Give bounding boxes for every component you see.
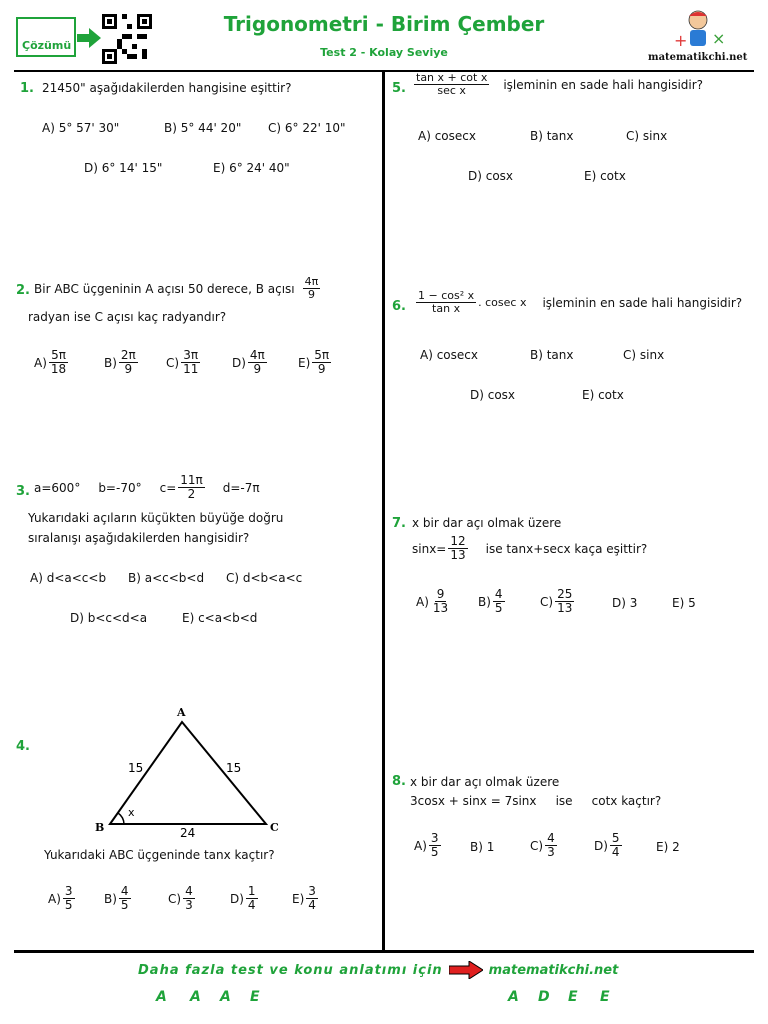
q2-stem-line1 xyxy=(34,276,322,301)
q7-sin-label: sinx= xyxy=(412,541,447,556)
q7-option-a[interactable]: A) $\frac{9}{13}$ xyxy=(416,587,449,616)
q5-stem-text: işleminin en sade hali hangisidir? xyxy=(503,77,704,92)
q6-option-b[interactable]: B) tanx xyxy=(530,348,574,362)
q3-option-a[interactable]: A) d<a<c<b xyxy=(30,571,107,585)
q6-number: 6. xyxy=(392,299,406,314)
page-subtitle: Test 2 - Kolay Seviye xyxy=(320,46,448,59)
footer-site-link[interactable]: matematikchi.net xyxy=(488,962,619,978)
q4-vertex-a: A xyxy=(177,706,186,719)
q1-number: 1. xyxy=(20,81,34,96)
q4-number: 4. xyxy=(16,739,30,754)
q5-option-d[interactable]: D) cosx xyxy=(468,169,514,183)
answer-4: E xyxy=(250,989,260,1005)
q5-option-c[interactable]: C) sinx xyxy=(626,129,668,143)
q4-options xyxy=(48,885,378,917)
q6-option-d[interactable]: D) cosx xyxy=(470,388,516,402)
q5-fraction: $\frac{\text{tan x + cot x}}{\text{sec x}}$ xyxy=(416,71,488,98)
q7-line2-tail: ise tanx+secx kaça eşittir? xyxy=(485,541,648,556)
q4-angle-arc xyxy=(118,813,124,824)
q5-stem xyxy=(412,72,703,97)
q2-option-b[interactable]: B) $\frac{2\pi}{9}$ xyxy=(104,348,136,377)
solution-label: Çözümü xyxy=(22,39,72,52)
q8-option-c[interactable]: C) $\frac{4}{3}$ xyxy=(530,831,555,860)
q8-number: 8. xyxy=(392,774,406,789)
q4-vertex-b: B xyxy=(95,821,105,834)
q8-line2: 3cosx + sinx = 7sinx ise cotx kaçtır? xyxy=(410,794,662,808)
q4-stem: Yukarıdaki ABC üçgeninde tanx kaçtır? xyxy=(44,848,275,862)
q7-option-c[interactable]: C) $\frac{25}{13}$ xyxy=(540,587,573,616)
q2-number: 2. xyxy=(16,283,30,298)
q6-stem xyxy=(414,290,742,315)
q8-option-b[interactable]: B) 1 xyxy=(470,840,495,854)
q7-line1: x bir dar açı olmak üzere xyxy=(412,516,562,530)
answer-7: E xyxy=(568,989,578,1005)
q7-option-d[interactable]: D) 3 xyxy=(612,596,638,610)
q6-stem-text: işleminin en sade hali hangisidir? xyxy=(542,295,743,310)
answers-right xyxy=(508,989,630,1005)
q6-fraction: $\frac{\text{1 − cos² x}}{\text{tan x}}$ xyxy=(418,289,475,316)
q3-option-d[interactable]: D) b<c<d<a xyxy=(70,611,148,625)
q8-option-e[interactable]: E) 2 xyxy=(656,840,680,854)
q2-stem-text: Bir ABC üçgeninin A açısı 50 derece, B açısı xyxy=(34,281,295,296)
q3-value-c-label: c= xyxy=(159,480,177,495)
q2-option-e[interactable]: E) $\frac{5\pi}{9}$ xyxy=(298,348,330,377)
q5-number: 5. xyxy=(392,81,406,96)
q1-option-c[interactable]: C) 6° 22' 10" xyxy=(268,121,346,135)
svg-text:×: × xyxy=(712,29,726,48)
answer-5: A xyxy=(508,989,519,1005)
q1-option-b[interactable]: B) 5° 44' 20" xyxy=(164,121,242,135)
q3-number: 3. xyxy=(16,484,30,499)
q3-option-e[interactable]: E) c<a<b<d xyxy=(182,611,258,625)
q3-value-c: $\frac{11\pi}{2}$ xyxy=(180,473,203,502)
q1-option-a[interactable]: A) 5° 57' 30" xyxy=(42,121,120,135)
q4-side-ab: 15 xyxy=(128,761,144,775)
logo-icon xyxy=(668,8,728,52)
q8-option-d[interactable]: D) $\frac{5}{4}$ xyxy=(594,831,620,860)
q4-option-e[interactable]: E) $\frac{3}{4}$ xyxy=(292,884,316,913)
q4-side-bc: 24 xyxy=(180,826,196,840)
q7-options xyxy=(416,588,756,620)
q3-option-c[interactable]: C) d<b<a<c xyxy=(226,571,303,585)
q2-option-c[interactable]: C) $\frac{3\pi}{11}$ xyxy=(166,348,199,377)
q1-option-d[interactable]: D) 6° 14' 15" xyxy=(84,161,163,175)
answer-3: A xyxy=(220,989,231,1005)
q7-option-e[interactable]: E) 5 xyxy=(672,596,696,610)
q2-option-a[interactable]: A) $\frac{5\pi}{18}$ xyxy=(34,348,67,377)
q4-option-c[interactable]: C) $\frac{4}{3}$ xyxy=(168,884,193,913)
q2-option-d[interactable]: D) $\frac{4\pi}{9}$ xyxy=(232,348,265,377)
q7-number: 7. xyxy=(392,516,406,531)
logo-text[interactable]: matematikchi.net xyxy=(648,52,748,63)
q8-option-a[interactable]: A) $\frac{3}{5}$ xyxy=(414,831,439,860)
q3-value-a: a=600° xyxy=(34,480,81,495)
q6-option-c[interactable]: C) sinx xyxy=(623,348,665,362)
answer-2: A xyxy=(190,989,201,1005)
q3-option-b[interactable]: B) a<c<b<d xyxy=(128,571,205,585)
q6-option-e[interactable]: E) cotx xyxy=(582,388,624,402)
q4-side-ac: 15 xyxy=(226,761,242,775)
answer-8: E xyxy=(600,989,610,1005)
footer-divider xyxy=(14,950,754,953)
q6-tail: . cosec x xyxy=(478,296,527,310)
q8-line1: x bir dar açı olmak üzere xyxy=(410,775,560,789)
q1-stem: 21450" aşağıdakilerden hangisine eşittir? xyxy=(42,81,292,95)
red-arrow-icon xyxy=(449,961,483,979)
q4-triangle-diagram xyxy=(88,700,298,840)
answer-6: D xyxy=(538,989,550,1005)
q5-option-b[interactable]: B) tanx xyxy=(530,129,574,143)
answers-left xyxy=(156,989,280,1005)
q4-vertex-c: C xyxy=(270,821,279,834)
q3-values xyxy=(34,474,260,501)
q5-option-a[interactable]: A) cosecx xyxy=(418,129,476,143)
q8-options xyxy=(414,832,754,864)
svg-text:+: + xyxy=(674,31,688,50)
q1-option-e[interactable]: E) 6° 24' 40" xyxy=(213,161,290,175)
q6-option-a[interactable]: A) cosecx xyxy=(420,348,478,362)
q2-stem-line2: radyan ise C açısı kaç radyandır? xyxy=(28,310,227,324)
q7-line2 xyxy=(412,535,647,562)
q3-line1: Yukarıdaki açıların küçükten büyüğe doğru xyxy=(28,511,284,525)
q4-option-a[interactable]: A) $\frac{3}{5}$ xyxy=(48,884,73,913)
q5-option-e[interactable]: E) cotx xyxy=(584,169,626,183)
q4-option-b[interactable]: B) $\frac{4}{5}$ xyxy=(104,884,129,913)
column-divider xyxy=(382,70,385,952)
q3-line2: sıralanışı aşağıdakilerden hangisidir? xyxy=(28,531,250,545)
q4-angle-label: x xyxy=(128,806,135,819)
footer-promo xyxy=(138,961,618,979)
q2-options xyxy=(34,349,364,381)
q3-value-b: b=-70° xyxy=(98,480,142,495)
q4-option-d[interactable]: D) $\frac{1}{4}$ xyxy=(230,884,256,913)
q7-sin-fraction: $\frac{12}{13}$ xyxy=(450,534,466,563)
q2-stem-fraction: $\frac{4\pi}{9}$ xyxy=(304,275,319,302)
q3-value-d: d=-7π xyxy=(222,480,260,495)
q7-option-b[interactable]: B) $\frac{4}{5}$ xyxy=(478,587,503,616)
footer-text: Daha fazla test ve konu anlatımı için xyxy=(138,962,443,978)
page-title: Trigonometri - Birim Çember xyxy=(223,12,545,36)
answer-1: A xyxy=(156,989,167,1005)
